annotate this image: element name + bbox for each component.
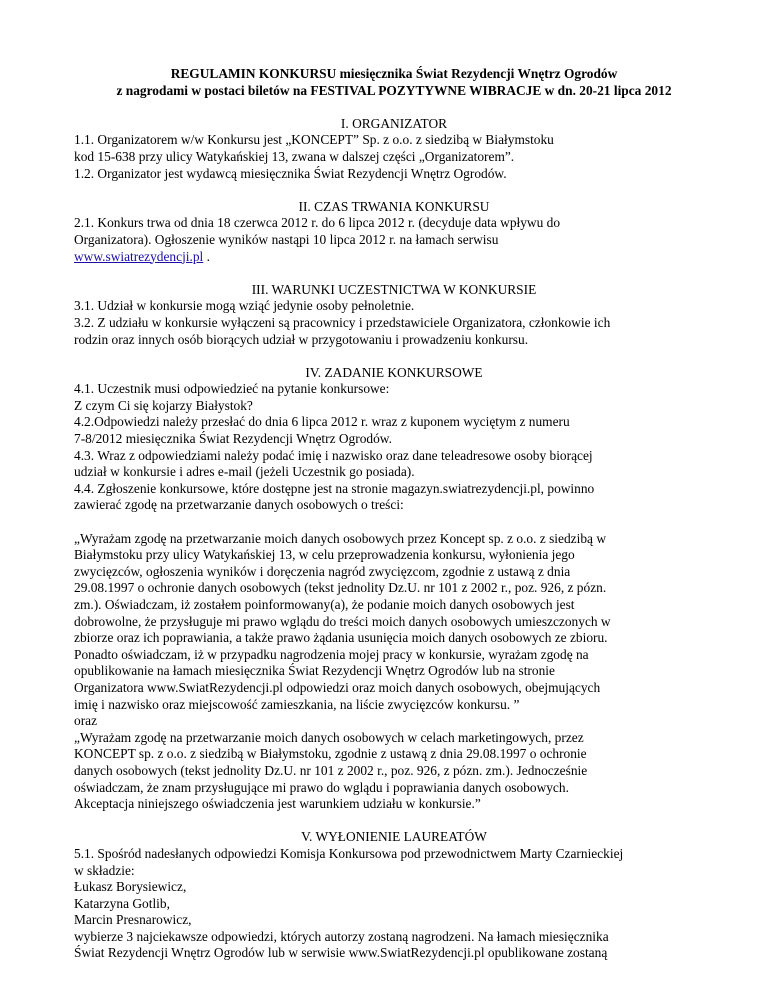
text-line: Akceptacja niniejszego oświadczenia jest warunkiem udziału w konkursie.”: [74, 796, 481, 812]
section-heading: V. WYŁONIENIE LAUREATÓW: [301, 829, 487, 845]
title-line-1: REGULAMIN KONKURSU miesięcznika Świat Rezydencji Wnętrz Ogrodów: [170, 66, 618, 81]
text-line: 1.2. Organizator jest wydawcą miesięcznika Świat Rezydencji Wnętrz Ogrodów.: [74, 165, 507, 181]
text-line: zbiorze oraz ich poprawiania, a także prawo żądania usunięcia moich danych osobowych ze zbioru.: [74, 630, 608, 646]
text-line: 4.1. Uczestnik musi odpowiedzieć na pytanie konkursowe:: [74, 381, 390, 397]
section-heading: IV. ZADANIE KONKURSOWE: [305, 364, 483, 380]
text-line: danych osobowych (tekst jednolity Dz.U. nr 101 z 2002 r., poz. 926, z pózn. zm.). Jednocześnie: [74, 762, 588, 778]
text-line: Z czym Ci się kojarzy Białystok?: [74, 397, 253, 413]
text-line: Ponadto oświadczam, iż w przypadku nagrodzenia mojej pracy w konkursie, wyrażam zgodę na: [74, 646, 589, 662]
link-suffix: .: [203, 248, 210, 264]
section-duration: [74, 199, 714, 265]
text-line: oświadczam, że znam przysługujące mi prawo do wglądu i poprawiania danych osobowych.: [74, 779, 569, 795]
section-winners: [74, 829, 714, 962]
document-title: [74, 66, 714, 99]
text-line: Organizatora www.SwiatRezydencji.pl odpowiedzi oraz moich danych osobowych, obejmujących: [74, 679, 601, 695]
text-line: rodzin oraz innych osób biorących udział w przygotowaniu i prowadzeniu konkursu.: [74, 331, 529, 347]
text-line: „Wyrażam zgodę na przetwarzanie moich danych osobowych w celach marketingowych, przez: [74, 729, 584, 745]
section-heading: II. CZAS TRWANIA KONKURSU: [298, 198, 490, 214]
text-line: dobrowolne, że przysługuje mi prawo wglądu do treści moich danych osobowych umieszczonych w: [74, 613, 611, 629]
text-line: opublikowanie na łamach miesięcznika Świat Rezydencji Wnętrz Ogrodów lub na stronie: [74, 663, 555, 679]
text-line: 2.1. Konkurs trwa od dnia 18 czerwca 2012 r. do 6 lipca 2012 r. (decyduje data wpływu do: [74, 215, 561, 231]
text-line: Łukasz Borysiewicz,: [74, 879, 187, 895]
text-line: 5.1. Spośród nadesłanych odpowiedzi Komisja Konkursowa pod przewodnictwem Marty Czarnieckiej: [74, 845, 624, 861]
text-line: zwycięzców, ogłoszenia wyników i doręczenia nagród zwycięzcom, zgodnie z ustawą z dnia: [74, 563, 571, 579]
text-line-with-link: [74, 249, 714, 266]
text-line: 4.3. Wraz z odpowiedziami należy podać imię i nazwisko oraz dane teleadresowe osoby biorącej: [74, 447, 593, 463]
spacer: [74, 514, 714, 531]
text-line: Marcin Presnarowicz,: [74, 912, 192, 928]
text-line: zm.). Oświadczam, iż zostałem poinformowany(a), że podanie moich danych osobowych jest: [74, 597, 575, 612]
text-line: Białymstoku przy ulicy Watykańskiej 13, w celu przeprowadzenia konkursu, wyłonienia jego: [74, 547, 575, 563]
text-line: Świat Rezydencji Wnętrz Ogrodów lub w serwisie www.SwiatRezydencji.pl opublikowane zostaną: [74, 945, 608, 961]
text-line: 29.08.1997 o ochronie danych osobowych (tekst jednolity Dz.U. nr 101 z 2002 r., poz. 926, z pózn.: [74, 580, 607, 596]
text-line: imię i nazwisko oraz miejscowość zamieszkania, na liście zwycięzców konkursu. ”: [74, 696, 520, 712]
text-line: 7-8/2012 miesięcznika Świat Rezydencji Wnętrz Ogrodów.: [74, 431, 392, 447]
section-heading: I. ORGANIZATOR: [340, 115, 448, 131]
conjunction-line: oraz: [74, 713, 98, 729]
section-organizer: [74, 116, 714, 182]
title-line-2: z nagrodami w postaci biletów na FESTIVAL POZYTYWNE WIBRACJE w dn. 20-21 lipca 2012: [116, 82, 672, 98]
text-line: 1.1. Organizatorem w/w Konkursu jest „KONCEPT” Sp. z o.o. z siedzibą w Białymstoku: [74, 132, 554, 148]
text-line: 4.2.Odpowiedzi należy przesłać do dnia 6 lipca 2012 r. wraz z kuponem wyciętym z numeru: [74, 414, 570, 430]
text-line: „Wyrażam zgodę na przetwarzanie moich danych osobowych przez Koncept sp. z o.o. z siedzibą w: [74, 530, 606, 546]
text-line: wybierze 3 najciekawsze odpowiedzi, których autorzy zostaną nagrodzeni. Na łamach miesięcznika: [74, 928, 609, 944]
text-line: w składzie:: [74, 862, 135, 878]
text-line: kod 15-638 przy ulicy Watykańskiej 13, zwana w dalszej części „Organizatorem”.: [74, 148, 515, 164]
section-task: [74, 365, 714, 813]
document-page: [74, 66, 714, 962]
website-link[interactable]: www.swiatrezydencji.pl: [74, 248, 204, 264]
text-line: Organizatora). Ogłoszenie wyników nastąpi 10 lipca 2012 r. na łamach serwisu: [74, 231, 499, 247]
text-line: 3.1. Udział w konkursie mogą wziąć jedynie osoby pełnoletnie.: [74, 298, 415, 314]
section-participation: [74, 282, 714, 348]
text-line: 4.4. Zgłoszenie konkursowe, które dostępne jest na stronie magazyn.swiatrezydencji.pl, powinno: [74, 480, 595, 496]
text-line: Katarzyna Gotlib,: [74, 895, 170, 911]
text-line: 3.2. Z udziału w konkursie wyłączeni są pracownicy i przedstawiciele Organizatora, członkowie ich: [74, 314, 611, 330]
consent-clause-1: [74, 531, 714, 714]
consent-clause-2: [74, 730, 714, 813]
text-line: udział w konkursie i adres e-mail (jeżeli Uczestnik go posiada).: [74, 464, 415, 480]
text-line: zawierać zgodę na przetwarzanie danych osobowych o treści:: [74, 497, 404, 513]
text-line: KONCEPT sp. z o.o. z siedzibą w Białymstoku, zgodnie z ustawą z dnia 29.08.1997 o ochronie: [74, 746, 587, 762]
section-heading: III. WARUNKI UCZESTNICTWA W KONKURSIE: [251, 281, 537, 297]
